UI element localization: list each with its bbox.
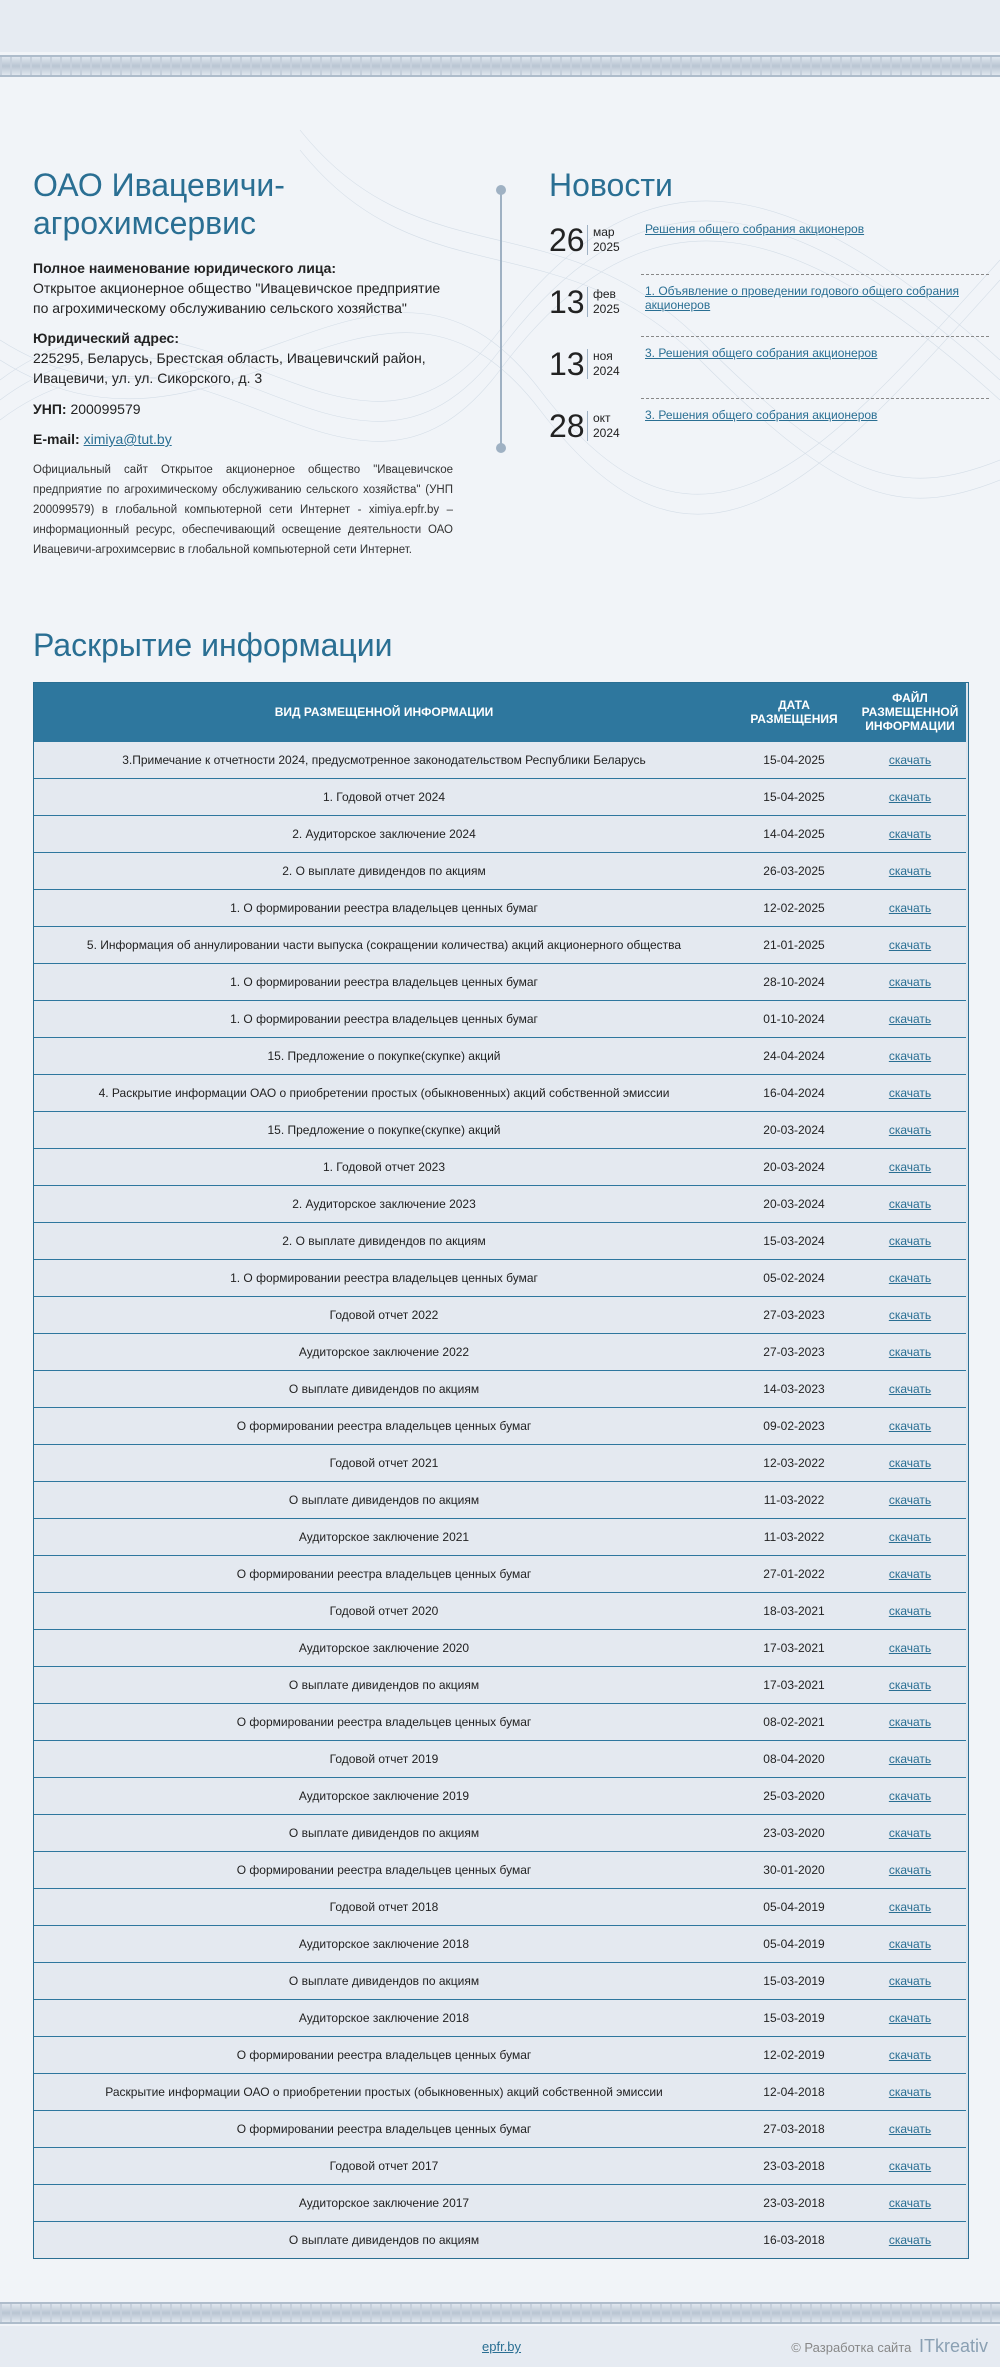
header-date: ДАТА РАЗМЕЩЕНИЯ: [734, 683, 854, 742]
news-separator: [641, 274, 989, 275]
table-row: [34, 742, 966, 779]
row-date: 27-01-2022: [734, 1556, 854, 1593]
email-link[interactable]: ximiya@tut.by: [83, 431, 172, 447]
row-type: Аудиторское заключение 2021: [34, 1519, 734, 1556]
table-row: [34, 816, 966, 853]
row-date: 11-03-2022: [734, 1482, 854, 1519]
row-date: 20-03-2024: [734, 1149, 854, 1186]
news-year: 2025: [593, 302, 620, 316]
address-label: Юридический адрес:: [33, 330, 179, 346]
row-file: [854, 2148, 966, 2185]
row-file: [854, 742, 966, 779]
row-file: [854, 1593, 966, 1630]
row-type: О формировании реестра владельцев ценных бумаг: [34, 1556, 734, 1593]
download-link[interactable]: скачать: [888, 864, 932, 878]
table-row: [34, 890, 966, 927]
row-date: 18-03-2021: [734, 1593, 854, 1630]
row-type: 15. Предложение о покупке(скупке) акций: [34, 1038, 734, 1075]
news-item: [549, 284, 989, 344]
row-date: 30-01-2020: [734, 1852, 854, 1889]
table-row: [34, 1926, 966, 1963]
row-date: 08-02-2021: [734, 1704, 854, 1741]
row-type: О выплате дивидендов по акциям: [34, 1371, 734, 1408]
row-date: 08-04-2020: [734, 1741, 854, 1778]
download-link[interactable]: скачать: [888, 1308, 932, 1322]
news-item: [549, 408, 989, 468]
table-row: [34, 1297, 966, 1334]
row-file: [854, 1667, 966, 1704]
row-date: 05-04-2019: [734, 1889, 854, 1926]
row-date: 25-03-2020: [734, 1778, 854, 1815]
row-type: 1. Годовой отчет 2024: [34, 779, 734, 816]
developer-logo-link[interactable]: ITkreativ: [918, 2336, 988, 2356]
row-type: Раскрытие информации ОАО о приобретении простых (обыкновенных) акций собственной эмиссии: [34, 2074, 734, 2111]
row-file: [854, 2074, 966, 2111]
news-year: 2025: [593, 240, 620, 254]
table-row: [34, 1963, 966, 2000]
row-type: О выплате дивидендов по акциям: [34, 1815, 734, 1852]
disclosure-table: [34, 683, 966, 2258]
row-file: [854, 927, 966, 964]
news-month-year: [587, 349, 620, 379]
row-file: [854, 1630, 966, 1667]
download-link[interactable]: скачать: [888, 2196, 932, 2210]
org-fullname: [33, 258, 453, 318]
table-row: [34, 1593, 966, 1630]
row-type: 1. О формировании реестра владельцев ценных бумаг: [34, 964, 734, 1001]
table-row: [34, 1741, 966, 1778]
news-day: 28: [549, 408, 585, 444]
download-link[interactable]: скачать: [888, 1715, 932, 1729]
row-type: О выплате дивидендов по акциям: [34, 1482, 734, 1519]
row-file: [854, 1852, 966, 1889]
row-file: [854, 1075, 966, 1112]
table-row: [34, 1186, 966, 1223]
row-type: Годовой отчет 2021: [34, 1445, 734, 1482]
row-date: 16-04-2024: [734, 1075, 854, 1112]
download-link[interactable]: скачать: [888, 1456, 932, 1470]
download-link[interactable]: скачать: [888, 1826, 932, 1840]
row-date: 26-03-2025: [734, 853, 854, 890]
download-link[interactable]: скачать: [888, 1789, 932, 1803]
row-file: [854, 1149, 966, 1186]
news-month: мар: [593, 225, 615, 239]
row-file: [854, 1815, 966, 1852]
row-date: 17-03-2021: [734, 1667, 854, 1704]
download-link[interactable]: скачать: [888, 1197, 932, 1211]
row-type: 1. О формировании реестра владельцев ценных бумаг: [34, 890, 734, 927]
download-link[interactable]: скачать: [888, 1604, 932, 1618]
row-type: Аудиторское заключение 2018: [34, 1926, 734, 1963]
row-type: 5. Информация об аннулировании части выпуска (сокращении количества) акций акционерного общества: [34, 927, 734, 964]
row-file: [854, 1297, 966, 1334]
row-type: О формировании реестра владельцев ценных бумаг: [34, 1852, 734, 1889]
row-file: [854, 2000, 966, 2037]
org-email: [33, 429, 453, 449]
row-date: 21-01-2025: [734, 927, 854, 964]
news-day: 13: [549, 346, 585, 382]
news-month-year: [587, 411, 620, 441]
table-header-row: [34, 683, 966, 742]
download-link[interactable]: скачать: [888, 1900, 932, 1914]
row-type: О формировании реестра владельцев ценных бумаг: [34, 1408, 734, 1445]
row-file: [854, 2111, 966, 2148]
row-date: 15-03-2019: [734, 2000, 854, 2037]
row-date: 27-03-2023: [734, 1297, 854, 1334]
row-type: 1. Годовой отчет 2023: [34, 1149, 734, 1186]
email-label: E-mail:: [33, 431, 80, 447]
row-date: 05-02-2024: [734, 1260, 854, 1297]
table-row: [34, 927, 966, 964]
row-type: 2. О выплате дивидендов по акциям: [34, 853, 734, 890]
footer-ornament: [0, 2302, 1000, 2324]
table-body: [34, 742, 966, 2259]
download-link[interactable]: скачать: [888, 1974, 932, 1988]
row-file: [854, 816, 966, 853]
column-divider: [500, 190, 502, 448]
row-date: 12-04-2018: [734, 2074, 854, 2111]
row-file: [854, 1001, 966, 1038]
row-file: [854, 1371, 966, 1408]
row-type: О формировании реестра владельцев ценных бумаг: [34, 1704, 734, 1741]
table-row: [34, 1704, 966, 1741]
download-link[interactable]: скачать: [888, 1752, 932, 1766]
news-link[interactable]: Решения общего собрания акционеров: [645, 222, 865, 236]
disclosure-title: Раскрытие информации: [33, 627, 393, 663]
row-date: 28-10-2024: [734, 964, 854, 1001]
download-link[interactable]: скачать: [888, 1271, 932, 1285]
header-type: ВИД РАЗМЕЩЕННОЙ ИНФОРМАЦИИ: [34, 683, 734, 742]
download-link[interactable]: скачать: [888, 938, 932, 952]
row-date: 12-02-2025: [734, 890, 854, 927]
row-date: 23-03-2018: [734, 2148, 854, 2185]
table-row: [34, 1038, 966, 1075]
download-link[interactable]: скачать: [888, 901, 932, 915]
row-file: [854, 1445, 966, 1482]
download-link[interactable]: скачать: [888, 1863, 932, 1877]
row-type: О формировании реестра владельцев ценных бумаг: [34, 2037, 734, 2074]
row-type: Годовой отчет 2022: [34, 1297, 734, 1334]
news-separator: [641, 336, 989, 337]
table-row: [34, 1001, 966, 1038]
download-link[interactable]: скачать: [888, 1012, 932, 1026]
row-type: Аудиторское заключение 2017: [34, 2185, 734, 2222]
unp-label: УНП:: [33, 401, 67, 417]
header-file: ФАЙЛ РАЗМЕЩЕННОЙ ИНФОРМАЦИИ: [854, 683, 966, 742]
table-row: [34, 2037, 966, 2074]
news-link[interactable]: 3. Решения общего собрания акционеров: [645, 408, 878, 422]
table-row: [34, 2222, 966, 2259]
row-date: 20-03-2024: [734, 1186, 854, 1223]
row-type: Годовой отчет 2018: [34, 1889, 734, 1926]
row-file: [854, 1408, 966, 1445]
table-row: [34, 1408, 966, 1445]
download-link[interactable]: скачать: [888, 2011, 932, 2025]
row-file: [854, 1482, 966, 1519]
download-link[interactable]: скачать: [888, 1937, 932, 1951]
table-row: [34, 1149, 966, 1186]
news-month: окт: [593, 411, 611, 425]
row-type: Аудиторское заключение 2019: [34, 1778, 734, 1815]
news-month-year: [587, 287, 620, 317]
row-file: [854, 1260, 966, 1297]
table-row: [34, 1371, 966, 1408]
row-date: 14-04-2025: [734, 816, 854, 853]
download-link[interactable]: скачать: [888, 975, 932, 989]
row-date: 24-04-2024: [734, 1038, 854, 1075]
table-row: [34, 853, 966, 890]
row-file: [854, 1926, 966, 1963]
table-row: [34, 1260, 966, 1297]
row-file: [854, 1223, 966, 1260]
row-type: Аудиторское заключение 2020: [34, 1630, 734, 1667]
row-type: Годовой отчет 2017: [34, 2148, 734, 2185]
table-row: [34, 1667, 966, 1704]
footer-site-link[interactable]: epfr.by: [482, 2339, 522, 2354]
download-link[interactable]: скачать: [888, 1530, 932, 1544]
row-type: О выплате дивидендов по акциям: [34, 1667, 734, 1704]
row-file: [854, 1556, 966, 1593]
address-value: 225295, Беларусь, Брестская область, Ивацевичский район, Ивацевичи, ул. ул. Сикорского, д. 3: [33, 350, 426, 386]
table-row: [34, 1556, 966, 1593]
row-type: Годовой отчет 2020: [34, 1593, 734, 1630]
unp-value: 200099579: [70, 401, 141, 417]
table-row: [34, 2000, 966, 2037]
table-row: [34, 2148, 966, 2185]
row-date: 12-02-2019: [734, 2037, 854, 2074]
row-file: [854, 1519, 966, 1556]
news-year: 2024: [593, 426, 620, 440]
download-link[interactable]: скачать: [888, 1049, 932, 1063]
row-date: 09-02-2023: [734, 1408, 854, 1445]
fullname-value: Открытое акционерное общество "Ивацевичское предприятие по агрохимическому обслуживанию сельского хозяйства": [33, 280, 441, 316]
row-type: 2. Аудиторское заключение 2023: [34, 1186, 734, 1223]
news-title: Новости: [549, 167, 673, 203]
row-date: 27-03-2023: [734, 1334, 854, 1371]
row-type: Аудиторское заключение 2022: [34, 1334, 734, 1371]
footer-credit: [791, 2336, 988, 2357]
table-row: [34, 2111, 966, 2148]
table-row: [34, 964, 966, 1001]
row-date: 01-10-2024: [734, 1001, 854, 1038]
row-date: 15-04-2025: [734, 779, 854, 816]
news-link[interactable]: 3. Решения общего собрания акционеров: [645, 346, 878, 360]
table-row: [34, 1852, 966, 1889]
row-file: [854, 2222, 966, 2259]
table-row: [34, 1815, 966, 1852]
org-address: [33, 328, 453, 388]
news-separator: [641, 398, 989, 399]
download-link[interactable]: скачать: [888, 827, 932, 841]
row-file: [854, 964, 966, 1001]
row-type: О выплате дивидендов по акциям: [34, 1963, 734, 2000]
site-disclaimer: Официальный сайт Открытое акционерное общество "Ивацевичское предприятие по агрохимическому обслуживанию сельского хозяйства" (УНП 200099579) в глобальной компьютерной сети Интернет - ximiya.epfr.by – информационный ресурс, обеспечивающий освещение деятельности ОАО Ивацевичи-агрохимсервис в глобальной компьютерной сети Интернет.: [33, 464, 453, 556]
row-type: 3.Примечание к отчетности 2024, предусмотренное законодательством Республики Беларусь: [34, 742, 734, 779]
news-item: [549, 222, 989, 282]
table-row: [34, 1630, 966, 1667]
row-date: 16-03-2018: [734, 2222, 854, 2259]
table-row: [34, 2074, 966, 2111]
table-row: [34, 1889, 966, 1926]
download-link[interactable]: скачать: [888, 1678, 932, 1692]
row-file: [854, 1112, 966, 1149]
row-date: 23-03-2018: [734, 2185, 854, 2222]
news-day: 26: [549, 222, 585, 258]
row-type: О формировании реестра владельцев ценных бумаг: [34, 2111, 734, 2148]
row-file: [854, 1186, 966, 1223]
download-link[interactable]: скачать: [888, 1160, 932, 1174]
download-link[interactable]: скачать: [888, 1345, 932, 1359]
row-type: 15. Предложение о покупке(скупке) акций: [34, 1112, 734, 1149]
table-row: [34, 2185, 966, 2222]
download-link[interactable]: скачать: [888, 1419, 932, 1433]
download-link[interactable]: скачать: [888, 2233, 932, 2247]
download-link[interactable]: скачать: [888, 1234, 932, 1248]
download-link[interactable]: скачать: [888, 1641, 932, 1655]
table-row: [34, 1223, 966, 1260]
download-link[interactable]: скачать: [888, 2159, 932, 2173]
row-date: 17-03-2021: [734, 1630, 854, 1667]
row-date: 11-03-2022: [734, 1519, 854, 1556]
download-link[interactable]: скачать: [888, 2085, 932, 2099]
row-date: 27-03-2018: [734, 2111, 854, 2148]
news-month: ноя: [593, 349, 613, 363]
disclosure-table-wrap: [33, 682, 969, 2259]
row-date: 14-03-2023: [734, 1371, 854, 1408]
news-item: [549, 346, 989, 406]
news-year: 2024: [593, 364, 620, 378]
row-file: [854, 1704, 966, 1741]
row-date: 15-03-2024: [734, 1223, 854, 1260]
table-row: [34, 1519, 966, 1556]
table-row: [34, 1778, 966, 1815]
row-type: 4. Раскрытие информации ОАО о приобретении простых (обыкновенных) акций собственной эмиссии: [34, 1075, 734, 1112]
row-file: [854, 1778, 966, 1815]
download-link[interactable]: скачать: [888, 2122, 932, 2136]
credit-text: © Разработка сайта: [791, 2340, 912, 2355]
row-date: 05-04-2019: [734, 1926, 854, 1963]
row-file: [854, 1889, 966, 1926]
table-row: [34, 1112, 966, 1149]
row-date: 15-04-2025: [734, 742, 854, 779]
news-link[interactable]: 1. Объявление о проведении годового общего собрания акционеров: [645, 284, 959, 312]
row-file: [854, 2037, 966, 2074]
download-link[interactable]: скачать: [888, 1567, 932, 1581]
header-ornament: [0, 55, 1000, 77]
row-file: [854, 779, 966, 816]
org-title: ОАО Ивацевичи-агрохимсервис: [33, 167, 285, 241]
table-row: [34, 1075, 966, 1112]
download-link[interactable]: скачать: [888, 790, 932, 804]
row-file: [854, 2185, 966, 2222]
download-link[interactable]: скачать: [888, 2048, 932, 2062]
download-link[interactable]: скачать: [888, 1086, 932, 1100]
row-file: [854, 890, 966, 927]
row-type: 2. О выплате дивидендов по акциям: [34, 1223, 734, 1260]
row-file: [854, 1963, 966, 2000]
download-link[interactable]: скачать: [888, 753, 932, 767]
row-file: [854, 1038, 966, 1075]
news-month-year: [587, 225, 620, 255]
download-link[interactable]: скачать: [888, 1382, 932, 1396]
row-date: 15-03-2019: [734, 1963, 854, 2000]
row-type: 1. О формировании реестра владельцев ценных бумаг: [34, 1260, 734, 1297]
news-month: фев: [593, 287, 616, 301]
row-file: [854, 1741, 966, 1778]
table-row: [34, 1334, 966, 1371]
row-type: Годовой отчет 2019: [34, 1741, 734, 1778]
row-date: 20-03-2024: [734, 1112, 854, 1149]
top-band: [0, 0, 1000, 52]
table-row: [34, 1482, 966, 1519]
org-unp: [33, 399, 453, 419]
fullname-label: Полное наименование юридического лица:: [33, 260, 337, 276]
row-type: 2. Аудиторское заключение 2024: [34, 816, 734, 853]
table-row: [34, 779, 966, 816]
row-date: 12-03-2022: [734, 1445, 854, 1482]
row-type: О выплате дивидендов по акциям: [34, 2222, 734, 2259]
table-row: [34, 1445, 966, 1482]
row-type: 1. О формировании реестра владельцев ценных бумаг: [34, 1001, 734, 1038]
row-file: [854, 853, 966, 890]
row-type: Аудиторское заключение 2018: [34, 2000, 734, 2037]
download-link[interactable]: скачать: [888, 1493, 932, 1507]
download-link[interactable]: скачать: [888, 1123, 932, 1137]
news-day: 13: [549, 284, 585, 320]
row-file: [854, 1334, 966, 1371]
row-date: 23-03-2020: [734, 1815, 854, 1852]
